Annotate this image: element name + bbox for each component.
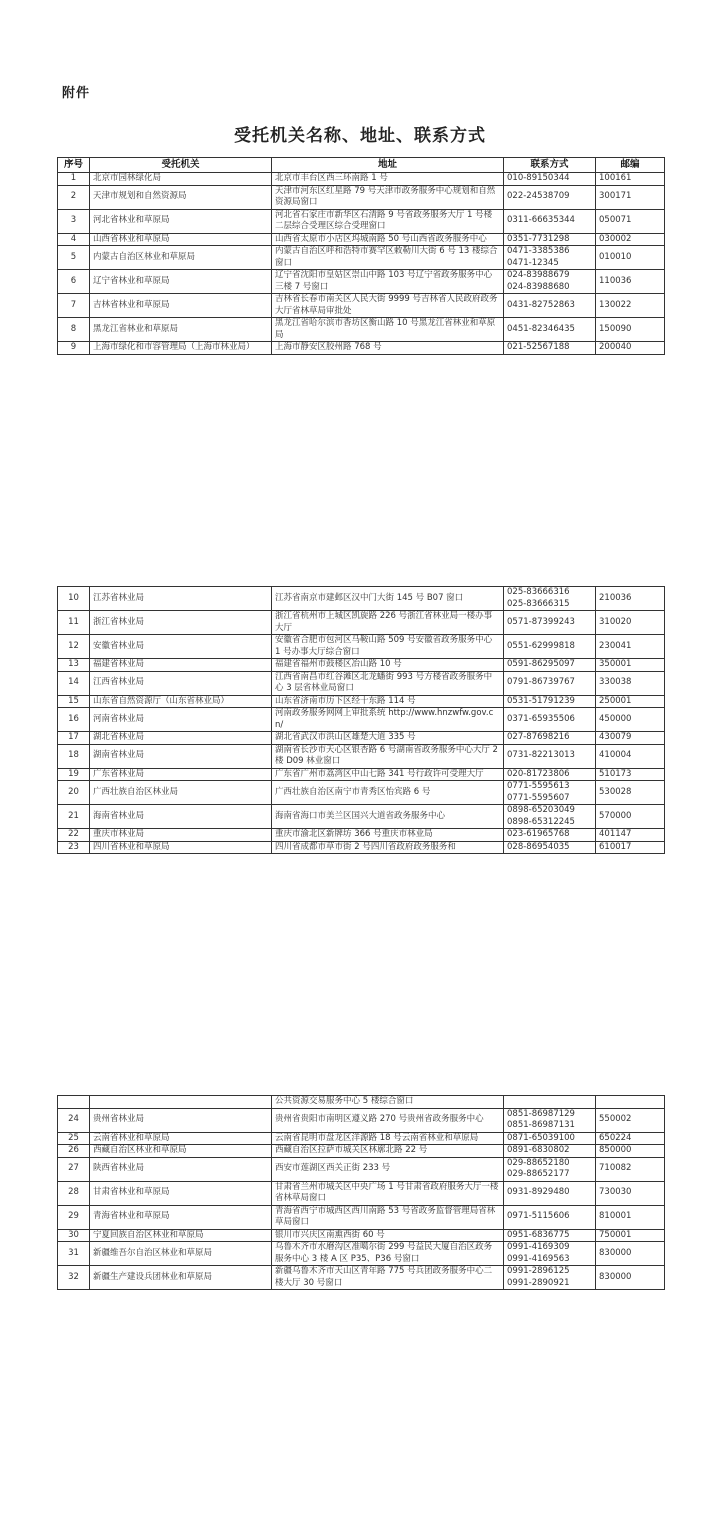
row-contact: 0371-65935506 [504,708,596,732]
table-row [58,635,665,659]
row-org: 青海省林业和草原局 [90,1205,272,1229]
table-row [58,173,665,186]
row-org: 海南省林业局 [90,805,272,829]
row-zip: 300171 [596,185,665,209]
row-org: 江西省林业局 [90,671,272,695]
row-org: 广东省林业局 [90,768,272,781]
row-no: 7 [58,294,90,318]
row-address: 北京市丰台区西三环南路 1 号 [272,173,504,186]
row-address: 重庆市渝北区新牌坊 366 号重庆市林业局 [272,829,504,842]
table-row [58,1096,665,1109]
row-org: 湖北省林业局 [90,732,272,745]
table-row [58,587,665,611]
row-contact: 022-24538709 [504,185,596,209]
row-address: 天津市河东区红星路 79 号天津市政务服务中心规划和自然资源局窗口 [272,185,504,209]
row-zip: 850000 [596,1145,665,1158]
row-no: 26 [58,1145,90,1158]
row-org: 山东省自然资源厅（山东省林业局） [90,695,272,708]
row-org: 上海市绿化和市容管理局（上海市林业局） [90,342,272,355]
row-no: 21 [58,805,90,829]
row-zip: 410004 [596,744,665,768]
table-row [58,294,665,318]
row-address: 银川市兴庆区南熏西街 60 号 [272,1229,504,1242]
row-address: 湖北省武汉市洪山区雄楚大道 335 号 [272,732,504,745]
row-no [58,1096,90,1109]
row-zip: 250001 [596,695,665,708]
table-row [58,659,665,672]
table-row [58,732,665,745]
row-no: 28 [58,1181,90,1205]
row-contact: 0791-86739767 [504,671,596,695]
row-org: 贵州省林业局 [90,1108,272,1132]
row-address: 公共资源交易服务中心 5 楼综合窗口 [272,1096,504,1109]
row-org: 天津市规划和自然资源局 [90,185,272,209]
row-org: 湖南省林业局 [90,744,272,768]
row-org: 四川省林业和草原局 [90,841,272,854]
row-contact: 0991-2896125 0991-2890921 [504,1266,596,1290]
row-contact: 0991-4169309 0991-4169563 [504,1242,596,1266]
row-org: 云南省林业和草原局 [90,1132,272,1145]
row-contact: 0571-87399243 [504,611,596,635]
table-row [58,841,665,854]
row-org: 河南省林业局 [90,708,272,732]
row-org: 北京市园林绿化局 [90,173,272,186]
row-org [90,1096,272,1109]
page-title: 受托机关名称、地址、联系方式 [234,126,486,146]
row-contact: 0971-5115606 [504,1205,596,1229]
row-address: 安徽省合肥市包河区马鞍山路 509 号安徽省政务服务中心 1 号办事大厅综合窗口 [272,635,504,659]
row-org: 内蒙古自治区林业和草原局 [90,246,272,270]
row-zip: 650224 [596,1132,665,1145]
row-org: 山西省林业和草原局 [90,233,272,246]
row-address: 河北省石家庄市新华区石清路 9 号省政务服务大厅 1 号楼二层综合受理区综合受理窗口 [272,209,504,233]
table-row [58,1229,665,1242]
table-row [58,695,665,708]
table-row [58,185,665,209]
table-header-row [58,158,665,173]
row-contact: 0591-86295097 [504,659,596,672]
row-address: 云南省昆明市盘龙区洋源路 18 号云南省林业和草原局 [272,1132,504,1145]
row-contact: 024-83988679 024-83988680 [504,270,596,294]
row-no: 10 [58,587,90,611]
row-zip: 010010 [596,246,665,270]
row-contact: 0898-65203049 0898-65312245 [504,805,596,829]
row-zip: 750001 [596,1229,665,1242]
row-org: 陕西省林业局 [90,1157,272,1181]
row-address: 黑龙江省哈尔滨市香坊区衡山路 10 号黑龙江省林业和草原局 [272,318,504,342]
table-row [58,270,665,294]
row-no: 19 [58,768,90,781]
row-no: 29 [58,1205,90,1229]
table-row [58,781,665,805]
table-page-2 [57,586,665,854]
row-address: 广西壮族自治区南宁市青秀区怡宾路 6 号 [272,781,504,805]
row-org: 新疆维吾尔自治区林业和草原局 [90,1242,272,1266]
row-no: 32 [58,1266,90,1290]
row-zip: 030002 [596,233,665,246]
row-address: 山西省太原市小店区坞城南路 50 号山西省政务服务中心 [272,233,504,246]
row-contact: 025-83666316 025-83666315 [504,587,596,611]
table-page-3 [57,1095,665,1290]
table-row [58,1205,665,1229]
header-contact: 联系方式 [504,158,596,173]
row-zip: 401147 [596,829,665,842]
row-address: 辽宁省沈阳市皇姑区崇山中路 103 号辽宁省政务服务中心三楼 7 号窗口 [272,270,504,294]
row-org: 宁夏回族自治区林业和草原局 [90,1229,272,1242]
attachment-label: 附件 [62,86,91,101]
row-no: 31 [58,1242,90,1266]
row-org: 江苏省林业局 [90,587,272,611]
row-zip: 550002 [596,1108,665,1132]
row-address: 内蒙古自治区呼和浩特市赛罕区敕勒川大街 6 号 13 楼综合窗口 [272,246,504,270]
table-row [58,342,665,355]
row-no: 6 [58,270,90,294]
header-no: 序号 [58,158,90,173]
row-address: 乌鲁木齐市水磨沟区准噶尔街 299 号益民大厦自治区政务服务中心 3 楼 A 区 P35、P36 号窗口 [272,1242,504,1266]
row-address: 新疆乌鲁木齐市天山区青年路 775 号兵团政务服务中心二楼大厅 30 号窗口 [272,1266,504,1290]
row-zip: 350001 [596,659,665,672]
row-address: 甘肃省兰州市城关区中央广场 1 号甘肃省政府服务大厅一楼省林草局窗口 [272,1181,504,1205]
row-org: 河北省林业和草原局 [90,209,272,233]
row-contact: 0431-82752863 [504,294,596,318]
row-no: 17 [58,732,90,745]
row-contact: 010-89150344 [504,173,596,186]
table-row [58,671,665,695]
row-org: 广西壮族自治区林业局 [90,781,272,805]
row-zip: 810001 [596,1205,665,1229]
row-zip: 430079 [596,732,665,745]
row-contact: 0951-6836775 [504,1229,596,1242]
row-contact: 0531-51791239 [504,695,596,708]
row-address: 河南政务服务网网上审批系统 http://www.hnzwfw.gov.cn/ [272,708,504,732]
row-zip: 150090 [596,318,665,342]
row-address: 西安市莲湖区西关正街 233 号 [272,1157,504,1181]
row-address: 吉林省长春市南关区人民大街 9999 号吉林省人民政府政务大厅省林草局审批处 [272,294,504,318]
row-no: 9 [58,342,90,355]
table-row [58,611,665,635]
row-zip: 710082 [596,1157,665,1181]
row-zip: 110036 [596,270,665,294]
header-address: 地址 [272,158,504,173]
table-row [58,708,665,732]
row-org: 新疆生产建设兵团林业和草原局 [90,1266,272,1290]
row-org: 重庆市林业局 [90,829,272,842]
row-no: 11 [58,611,90,635]
row-no: 12 [58,635,90,659]
row-no: 20 [58,781,90,805]
table-row [58,829,665,842]
table-row [58,1181,665,1205]
row-address: 湖南省长沙市天心区银杏路 6 号湖南省政务服务中心大厅 2 楼 D09 林业窗口 [272,744,504,768]
row-org: 辽宁省林业和草原局 [90,270,272,294]
row-address: 山东省济南市历下区经十东路 114 号 [272,695,504,708]
row-no: 30 [58,1229,90,1242]
row-org: 吉林省林业和草原局 [90,294,272,318]
row-contact: 027-87698216 [504,732,596,745]
row-contact: 0311-66635344 [504,209,596,233]
row-contact: 0871-65039100 [504,1132,596,1145]
row-no: 13 [58,659,90,672]
row-contact: 0351-7731298 [504,233,596,246]
row-contact: 021-52567188 [504,342,596,355]
row-no: 16 [58,708,90,732]
row-zip: 830000 [596,1242,665,1266]
table-row [58,1145,665,1158]
row-address: 江苏省南京市建邺区汉中门大街 145 号 B07 窗口 [272,587,504,611]
row-no: 27 [58,1157,90,1181]
table-row [58,318,665,342]
row-org: 西藏自治区林业和草原局 [90,1145,272,1158]
row-org: 甘肃省林业和草原局 [90,1181,272,1205]
row-contact: 0771-5595613 0771-5595607 [504,781,596,805]
table-row [58,1132,665,1145]
row-contact: 029-88652180 029-88652177 [504,1157,596,1181]
row-contact [504,1096,596,1109]
row-contact: 023-61965768 [504,829,596,842]
row-address: 青海省西宁市城西区西川南路 53 号省政务监督管理局省林草局窗口 [272,1205,504,1229]
row-contact: 0471-3385386 0471-12345 [504,246,596,270]
row-zip: 200040 [596,342,665,355]
row-zip: 310020 [596,611,665,635]
row-contact: 0931-8929480 [504,1181,596,1205]
row-address: 广东省广州市荔湾区中山七路 341 号行政许可受理大厅 [272,768,504,781]
row-no: 18 [58,744,90,768]
row-contact: 0551-62999818 [504,635,596,659]
row-contact: 0451-82346435 [504,318,596,342]
row-no: 8 [58,318,90,342]
row-org: 安徽省林业局 [90,635,272,659]
row-zip: 450000 [596,708,665,732]
row-no: 24 [58,1108,90,1132]
table-row [58,246,665,270]
row-zip: 050071 [596,209,665,233]
table-page-1 [57,157,665,355]
row-org: 浙江省林业局 [90,611,272,635]
table-row [58,768,665,781]
row-zip: 610017 [596,841,665,854]
row-address: 四川省成都市草市街 2 号四川省政府政务服务和 [272,841,504,854]
row-org: 福建省林业局 [90,659,272,672]
row-address: 上海市静安区胶州路 768 号 [272,342,504,355]
table-row [58,744,665,768]
row-zip: 830000 [596,1266,665,1290]
table-row [58,1157,665,1181]
row-no: 4 [58,233,90,246]
row-no: 1 [58,173,90,186]
row-zip: 570000 [596,805,665,829]
row-address: 西藏自治区拉萨市城关区林廓北路 22 号 [272,1145,504,1158]
table-row [58,1242,665,1266]
row-no: 15 [58,695,90,708]
table-row [58,233,665,246]
row-address: 海南省海口市美兰区国兴大道省政务服务中心 [272,805,504,829]
table-row [58,805,665,829]
row-address: 贵州省贵阳市南明区遵义路 270 号贵州省政务服务中心 [272,1108,504,1132]
row-org: 黑龙江省林业和草原局 [90,318,272,342]
row-no: 23 [58,841,90,854]
row-contact: 028-86954035 [504,841,596,854]
row-contact: 0851-86987129 0851-86987131 [504,1108,596,1132]
row-address: 江西省南昌市红谷滩区北龙蟠街 993 号方楼省政务服务中心 3 层省林业局窗口 [272,671,504,695]
row-zip: 130022 [596,294,665,318]
table-row [58,209,665,233]
row-no: 25 [58,1132,90,1145]
row-no: 5 [58,246,90,270]
row-zip: 210036 [596,587,665,611]
row-address: 浙江省杭州市上城区凯旋路 226 号浙江省林业局一楼办事大厅 [272,611,504,635]
table-row [58,1266,665,1290]
row-zip [596,1096,665,1109]
row-zip: 530028 [596,781,665,805]
header-org: 受托机关 [90,158,272,173]
row-contact: 020-81723806 [504,768,596,781]
row-no: 2 [58,185,90,209]
table-row [58,1108,665,1132]
row-no: 14 [58,671,90,695]
row-address: 福建省福州市鼓楼区冶山路 10 号 [272,659,504,672]
row-zip: 230041 [596,635,665,659]
header-zip: 邮编 [596,158,665,173]
row-zip: 330038 [596,671,665,695]
row-zip: 510173 [596,768,665,781]
row-no: 22 [58,829,90,842]
row-zip: 730030 [596,1181,665,1205]
row-zip: 100161 [596,173,665,186]
row-no: 3 [58,209,90,233]
row-contact: 0731-82213013 [504,744,596,768]
row-contact: 0891-6830802 [504,1145,596,1158]
